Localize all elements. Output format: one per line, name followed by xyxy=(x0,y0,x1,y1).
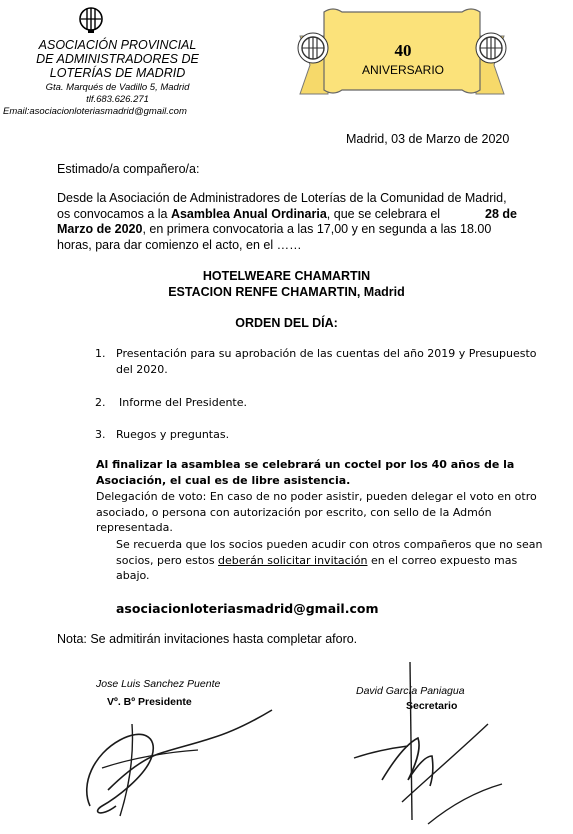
secretary-name: David García Paniagua xyxy=(356,685,465,697)
secretary-title: Secretario xyxy=(406,700,458,712)
assembly-name: Asamblea Anual Ordinaria xyxy=(170,206,327,221)
cocktail-line: Asociación, el cual es de libre asistencia. xyxy=(96,473,351,487)
org-phone: tlf.683.626.271 xyxy=(86,94,149,105)
vote-delegation xyxy=(96,489,537,536)
cocktail-notice xyxy=(96,457,514,488)
agenda-title: ORDEN DEL DÍA: xyxy=(235,316,338,330)
lottery-globe-logo-icon xyxy=(78,6,104,34)
intro-text: os convocamos a la xyxy=(57,206,171,221)
agenda-item-number: 2. xyxy=(95,396,106,409)
venue-name: HOTELWEARE CHAMARTIN xyxy=(202,269,371,283)
banner-number: 40 xyxy=(394,41,412,60)
president-title: Vº. Bº Presidente xyxy=(107,696,192,708)
intro-line-2 xyxy=(57,207,527,223)
secretary-signature xyxy=(352,660,512,825)
reminder-line: abajo. xyxy=(116,569,150,582)
org-name-line-2: DE ADMINISTRADORES DE xyxy=(36,52,199,66)
organization-contact xyxy=(0,82,235,106)
cocktail-line: Al finalizar la asamblea se celebrará un coctel por los 40 años de la xyxy=(96,458,515,471)
delegation-line: representada. xyxy=(96,521,173,534)
letter-date: Madrid, 03 de Marzo de 2020 xyxy=(346,132,510,146)
venue-location: ESTACION RENFE CHAMARTIN, Madrid xyxy=(168,285,405,299)
banner-word: ANIVERSARIO xyxy=(361,63,445,77)
agenda-item-text: Informe del Presidente. xyxy=(119,396,248,409)
intro-line-3 xyxy=(57,222,527,238)
invitation-reminder xyxy=(116,537,543,584)
president-name: Jose Luis Sanchez Puente xyxy=(96,678,221,690)
agenda-item-text: del 2020. xyxy=(116,362,168,376)
assembly-day: 28 de xyxy=(485,206,517,221)
org-name-line-3: LOTERÍAS DE MADRID xyxy=(49,66,186,80)
intro-text: , que se celebrara el xyxy=(326,206,441,221)
agenda-item-number: 3. xyxy=(95,428,106,441)
capacity-note: Nota: Se admitirán invitaciones hasta completar aforo. xyxy=(57,632,358,646)
reminder-text: socios, pero estos xyxy=(116,553,219,567)
delegation-line: Delegación de voto: En caso de no poder asistir, pueden delegar el voto en otro xyxy=(96,490,537,503)
intro-paragraph xyxy=(57,191,527,253)
reminder-line xyxy=(116,553,543,569)
intro-text: , en primera convocatoria a las 17,00 y en segunda a las 18.00 xyxy=(142,222,492,236)
intro-line-1: Desde la Asociación de Administradores de Loterías de la Comunidad de Madrid, xyxy=(57,191,507,205)
agenda-item-number: 1. xyxy=(95,347,106,360)
agenda-item xyxy=(0,395,573,411)
intro-line-4: horas, para dar comienzo el acto, en el …… xyxy=(57,237,302,252)
president-signature xyxy=(72,694,282,824)
delegation-line: asociado, o persona con autorización por escrito, con sello de la Admón xyxy=(96,505,492,519)
agenda-item-text: Presentación para su aprobación de las cuentas del año 2019 y Presupuesto xyxy=(116,347,537,360)
agenda-item xyxy=(0,427,573,443)
org-name-line-1: ASOCIACIÓN PROVINCIAL xyxy=(38,38,197,52)
reminder-line: Se recuerda que los socios pueden acudir con otros compañeros que no sean xyxy=(116,538,543,551)
reminder-text: en el correo expuesto mas xyxy=(367,553,518,567)
organization-name xyxy=(0,38,235,80)
assembly-month: Marzo de 2020 xyxy=(57,222,143,236)
contact-email[interactable]: asociacionloteriasmadrid@gmail.com xyxy=(116,601,379,616)
org-address: Gta. Marqués de Vadillo 5, Madrid xyxy=(45,82,190,93)
org-email: Email:asociacionloteriasmadrid@gmail.com xyxy=(3,106,187,117)
reminder-emphasis: deberán solicitar invitación xyxy=(218,553,368,567)
greeting: Estimado/a compañero/a: xyxy=(57,162,200,176)
agenda-item-text: Ruegos y preguntas. xyxy=(116,428,230,441)
agenda-item xyxy=(0,346,573,377)
